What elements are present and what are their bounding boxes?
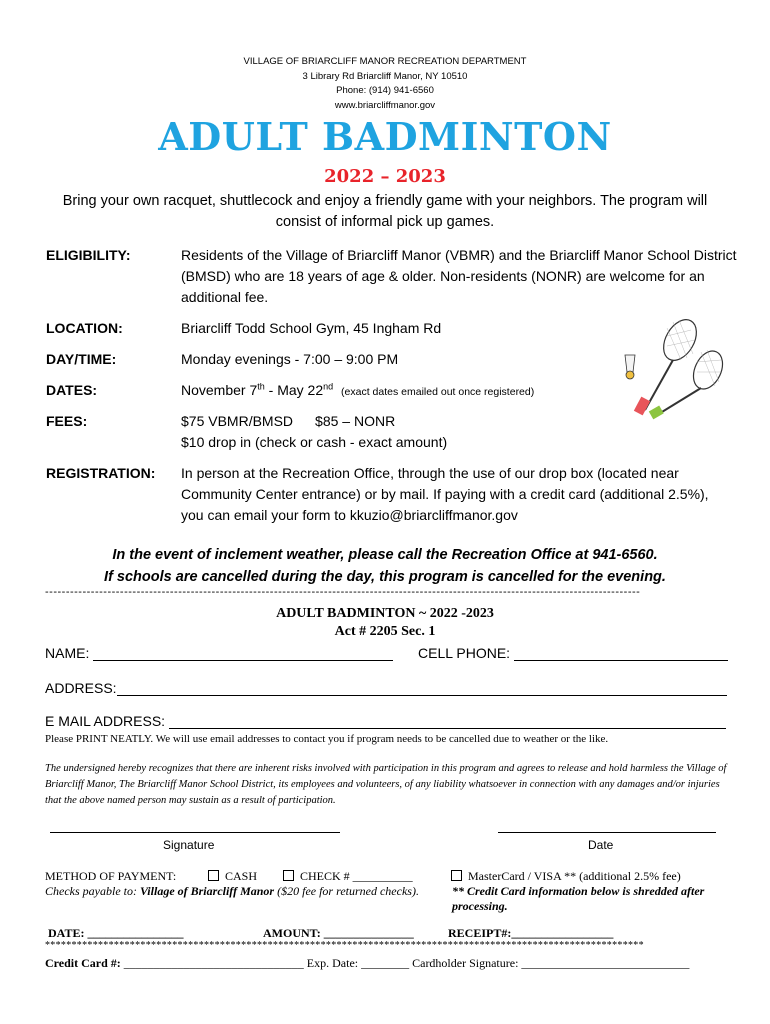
dates-note: (exact dates emailed out once registered) [341, 386, 535, 398]
print-neatly-note: Please PRINT NEATLY. We will use email addresses to contact you if program needs to be cancelled due to weather or the like. [45, 733, 609, 745]
dates-end-sup: nd [323, 381, 334, 392]
address-field[interactable] [45, 680, 727, 696]
office-date: DATE: ________________ [48, 926, 184, 940]
office-amount: AMOUNT: _______________ [263, 926, 414, 940]
check-option[interactable] [283, 869, 413, 884]
star-divider: ***************************************************************************************************************** [45, 940, 644, 951]
checks-payable-suffix: ($20 fee for returned checks). [274, 884, 419, 898]
weather-warning-line2: If schools are cancelled during the day, this program is cancelled for the evening. [104, 569, 666, 585]
fees-label: FEES: [46, 413, 88, 429]
check-checkbox[interactable] [283, 870, 294, 881]
registration-label: REGISTRATION: [46, 465, 156, 481]
form-title: ADULT BADMINTON ~ 2022 -2023 [276, 606, 494, 621]
daytime-label: DAY/TIME: [46, 351, 117, 367]
fees-dropin: $10 drop in (check or cash - exact amount) [181, 434, 448, 450]
email-input-line[interactable] [169, 715, 726, 729]
credit-card-row[interactable] [45, 956, 689, 971]
cell-phone-field[interactable] [418, 645, 728, 661]
signature-line[interactable] [50, 832, 340, 833]
card-option[interactable] [451, 869, 681, 884]
address-label: ADDRESS: [45, 680, 117, 696]
form-act-number: Act # 2205 Sec. 1 [334, 624, 436, 639]
name-field[interactable] [45, 645, 393, 661]
cash-label: CASH [225, 869, 258, 883]
program-years: 2022 – 2023 [324, 166, 446, 187]
fees-nonresident: $85 – NONR [315, 413, 396, 429]
email-label: E MAIL ADDRESS: [45, 713, 166, 729]
liability-waiver: The undersigned hereby recognizes that there are inherent risks involved with participation in this program and agrees to release and hold harmless the Village of Briarcliff Manor, The Briarcliff Manor School District, its employees and volunteers, of any liability whatsoever in connection with any damages and/or injuries that the above named person may sustain as a result of participation. [45, 763, 727, 806]
cardholder-signature-field[interactable]: Cardholder Signature: ____________________________ [409, 956, 690, 970]
email-field[interactable] [45, 713, 726, 729]
department-header [0, 55, 770, 113]
page-title: ADULT BADMINTON [158, 114, 612, 159]
signature-label: Signature [163, 838, 215, 852]
name-input-line[interactable] [93, 647, 393, 661]
fees-value [181, 411, 741, 453]
cash-option[interactable] [208, 869, 257, 884]
dates-value [181, 380, 741, 403]
credit-card-line[interactable]: ______________________________ [120, 956, 307, 970]
header-website: www.briarcliffmanor.gov [334, 99, 436, 111]
date-label: Date [588, 838, 614, 852]
weather-warning-line1: In the event of inclement weather, please call the Recreation Office at 941-6560. [112, 547, 658, 563]
payment-method-label: METHOD OF PAYMENT: [45, 869, 177, 883]
checks-payable-note [45, 884, 419, 899]
fees-resident: $75 VBMR/BMSD [181, 413, 294, 429]
header-phone: Phone: (914) 941-6560 [336, 85, 434, 96]
intro-text: Bring your own racquet, shuttlecock and enjoy a friendly game with your neighbors. The program will consist of informal pick up games. [62, 193, 708, 230]
check-label: CHECK # __________ [300, 869, 413, 883]
address-input-line[interactable] [117, 682, 727, 696]
eligibility-label: ELIGIBILITY: [46, 247, 131, 263]
weather-warning [0, 544, 770, 588]
dates-start: November 7 [181, 382, 258, 398]
daytime-value: Monday evenings - 7:00 – 9:00 PM [181, 351, 399, 367]
checks-payable-prefix: Checks payable to: [45, 884, 140, 898]
office-receipt: RECEIPT#:_________________ [448, 926, 614, 940]
shred-note [452, 884, 727, 914]
dates-label: DATES: [46, 382, 98, 398]
shred-note-text: ** Credit Card information below is shredded after processing. [452, 884, 705, 913]
header-address: 3 Library Rd Briarcliff Manor, NY 10510 [302, 70, 468, 82]
location-label: LOCATION: [46, 320, 123, 336]
dates-end: - May 22 [264, 382, 324, 398]
card-label: MasterCard / VISA ** (additional 2.5% fee) [468, 869, 681, 883]
card-checkbox[interactable] [451, 870, 462, 881]
location-value: Briarcliff Todd School Gym, 45 Ingham Rd [181, 320, 442, 336]
cell-phone-input-line[interactable] [514, 647, 728, 661]
cash-checkbox[interactable] [208, 870, 219, 881]
cut-line: ----------------------------------------------------------------------------------------------------------------------------------------------- [45, 586, 641, 598]
registration-value: In person at the Recreation Office, through the use of our drop box (located near Community Center entrance) or by mail. If paying with a credit card (additional 2.5%), you can email your form to kkuzio@briarcliffmanor.gov [181, 465, 709, 523]
date-signature-line[interactable] [498, 832, 716, 833]
name-label: NAME: [45, 645, 90, 661]
cell-phone-label: CELL PHONE: [418, 645, 511, 661]
expiration-field[interactable]: Exp. Date: ________ [306, 956, 410, 970]
checks-payable-name: Village of Briarcliff Manor [139, 884, 275, 898]
eligibility-value: Residents of the Village of Briarcliff Manor (VBMR) and the Briarcliff Manor School District (BMSD) who are 18 years of age & older. Non-residents (NONR) are welcome for an additional fee. [181, 247, 737, 305]
credit-card-label: Credit Card #: [45, 956, 121, 970]
dates-start-sup: th [257, 381, 265, 392]
header-org: VILLAGE OF BRIARCLIFF MANOR RECREATION DEPARTMENT [243, 56, 527, 67]
